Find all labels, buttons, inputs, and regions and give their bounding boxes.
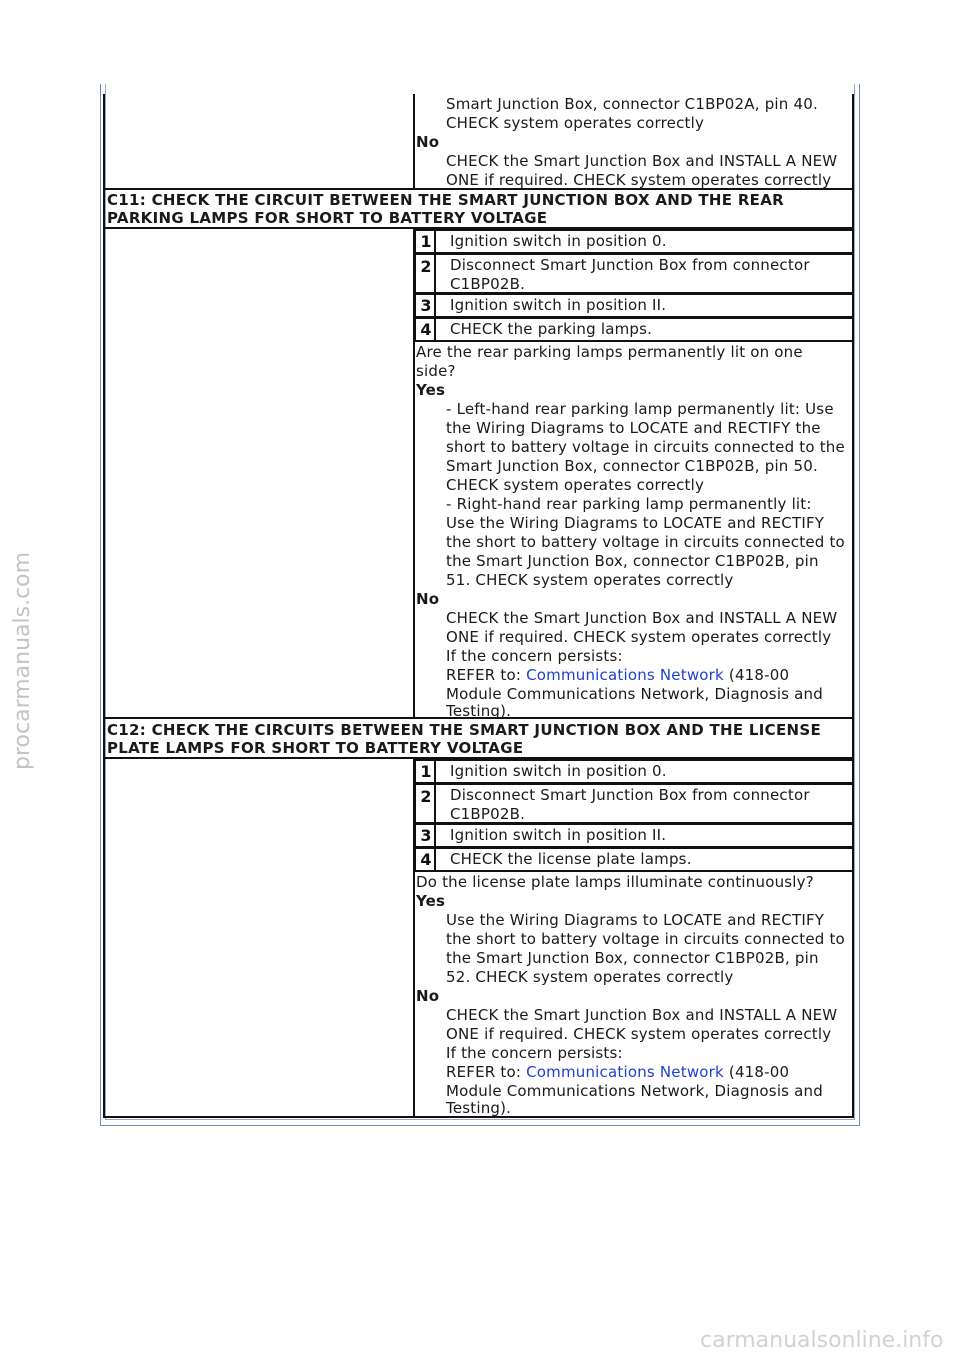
c11-yes-line: short to battery voltage in circuits connected to the xyxy=(446,438,845,456)
c11-refer-line xyxy=(446,666,789,685)
c11-yes-line: - Right-hand rear parking lamp permanently lit: xyxy=(446,495,812,513)
c12-step-1-number: 1 xyxy=(420,762,432,781)
c11-question-line-1: Are the rear parking lamps permanently lit on one xyxy=(416,343,803,361)
c11-step-2-text-2: C1BP02B. xyxy=(450,275,526,293)
c12-yes-line: Use the Wiring Diagrams to LOCATE and RECTIFY xyxy=(446,911,825,929)
c12-step-4-text: CHECK the license plate lamps. xyxy=(450,850,692,868)
c12-header-line-1: C12: CHECK THE CIRCUITS BETWEEN THE SMART JUNCTION BOX AND THE LICENSE xyxy=(107,721,822,739)
c12-yes-label: Yes xyxy=(416,892,446,910)
c11-refer-prefix: REFER to: xyxy=(446,666,527,684)
c12-step-1-text: Ignition switch in position 0. xyxy=(450,762,667,780)
table-left-border xyxy=(103,94,105,1118)
c11-refer-suffix: (418-00 xyxy=(723,666,790,684)
c12-refer-line-3: Testing). xyxy=(446,1099,512,1117)
c11-yes-line: the Smart Junction Box, connector C1BP02B, pin xyxy=(446,552,819,570)
c12-communications-network-link[interactable]: Communications Network xyxy=(526,1063,724,1081)
c12-step-3-number: 3 xyxy=(420,826,432,845)
c11-yes-line: Use the Wiring Diagrams to LOCATE and RECTIFY xyxy=(446,514,825,532)
c11-no-line: ONE if required. CHECK system operates correctly xyxy=(446,628,832,646)
c12-refer-suffix: (418-00 xyxy=(723,1063,790,1081)
c12-refer-prefix: REFER to: xyxy=(446,1063,527,1081)
c11-communications-network-link[interactable]: Communications Network xyxy=(526,666,724,684)
c11-yes-line: the Wiring Diagrams to LOCATE and RECTIFY the xyxy=(446,419,821,437)
c11-yes-line: - Left-hand rear parking lamp permanently lit: Use xyxy=(446,400,834,418)
c11-yes-line: CHECK system operates correctly xyxy=(446,476,705,494)
c11-yes-line: the short to battery voltage in circuits connected to xyxy=(446,533,845,551)
c12-step-2-text-2: C1BP02B. xyxy=(450,805,526,823)
c11-step-4-number: 4 xyxy=(420,320,432,339)
c12-no-line: CHECK the Smart Junction Box and INSTALL A NEW xyxy=(446,1006,838,1024)
c11-step-2-number: 2 xyxy=(420,257,432,276)
c11-header-line-1: C11: CHECK THE CIRCUIT BETWEEN THE SMART JUNCTION BOX AND THE REAR xyxy=(107,191,784,209)
c11-step-1-number: 1 xyxy=(420,232,432,251)
top-no-line-1: CHECK the Smart Junction Box and INSTALL A NEW xyxy=(446,152,838,170)
c11-yes-line: Smart Junction Box, connector C1BP02B, pin 50. xyxy=(446,457,818,475)
c12-no-line: If the concern persists: xyxy=(446,1044,623,1062)
c12-yes-line: the short to battery voltage in circuits connected to xyxy=(446,930,845,948)
c11-header-line-2: PARKING LAMPS FOR SHORT TO BATTERY VOLTAGE xyxy=(107,209,548,227)
c11-question-line-2: side? xyxy=(416,362,456,380)
c11-no-line: CHECK the Smart Junction Box and INSTALL A NEW xyxy=(446,609,838,627)
c12-header xyxy=(104,721,854,757)
c12-refer-line-2: Module Communications Network, Diagnosis and xyxy=(446,1082,823,1100)
c11-header xyxy=(104,191,854,227)
c12-step-2-text: Disconnect Smart Junction Box from connector xyxy=(450,786,810,804)
c11-yes-label: Yes xyxy=(416,381,446,399)
c12-no-line: ONE if required. CHECK system operates correctly xyxy=(446,1025,832,1043)
c12-step-3-text: Ignition switch in position II. xyxy=(450,826,667,844)
c11-refer-line-2: Module Communications Network, Diagnosis and xyxy=(446,685,823,703)
c12-step-4-number: 4 xyxy=(420,850,432,869)
c11-no-label: No xyxy=(416,590,440,608)
c12-header-line-2: PLATE LAMPS FOR SHORT TO BATTERY VOLTAGE xyxy=(107,739,524,757)
c11-step-1-text: Ignition switch in position 0. xyxy=(450,232,667,250)
column-divider-top xyxy=(413,94,415,190)
top-line-1: Smart Junction Box, connector C1BP02A, pin 40. xyxy=(446,95,818,113)
c12-no-label: No xyxy=(416,987,440,1005)
c12-step-2-number: 2 xyxy=(420,787,432,806)
c12-refer-line xyxy=(446,1063,789,1082)
top-line-2: CHECK system operates correctly xyxy=(446,114,705,132)
c11-yes-line: 51. CHECK system operates correctly xyxy=(446,571,734,589)
top-no-label: No xyxy=(416,133,440,151)
c11-step-4-text: CHECK the parking lamps. xyxy=(450,320,653,338)
c12-question-line-1: Do the license plate lamps illuminate continuously? xyxy=(416,873,814,891)
c11-no-line: If the concern persists: xyxy=(446,647,623,665)
c11-step-2-text: Disconnect Smart Junction Box from connector xyxy=(450,256,810,274)
c12-yes-line: the Smart Junction Box, connector C1BP02B, pin xyxy=(446,949,819,967)
top-no-line-2: ONE if required. CHECK system operates correctly xyxy=(446,171,832,189)
c11-step-3-number: 3 xyxy=(420,296,432,315)
c11-refer-line-3: Testing). xyxy=(446,702,512,720)
c11-step-3-text: Ignition switch in position II. xyxy=(450,296,667,314)
c12-yes-line: 52. CHECK system operates correctly xyxy=(446,968,734,986)
side-watermark: procarmanuals.com xyxy=(10,551,35,770)
bottom-watermark: carmanualsonline.info xyxy=(700,1328,944,1353)
